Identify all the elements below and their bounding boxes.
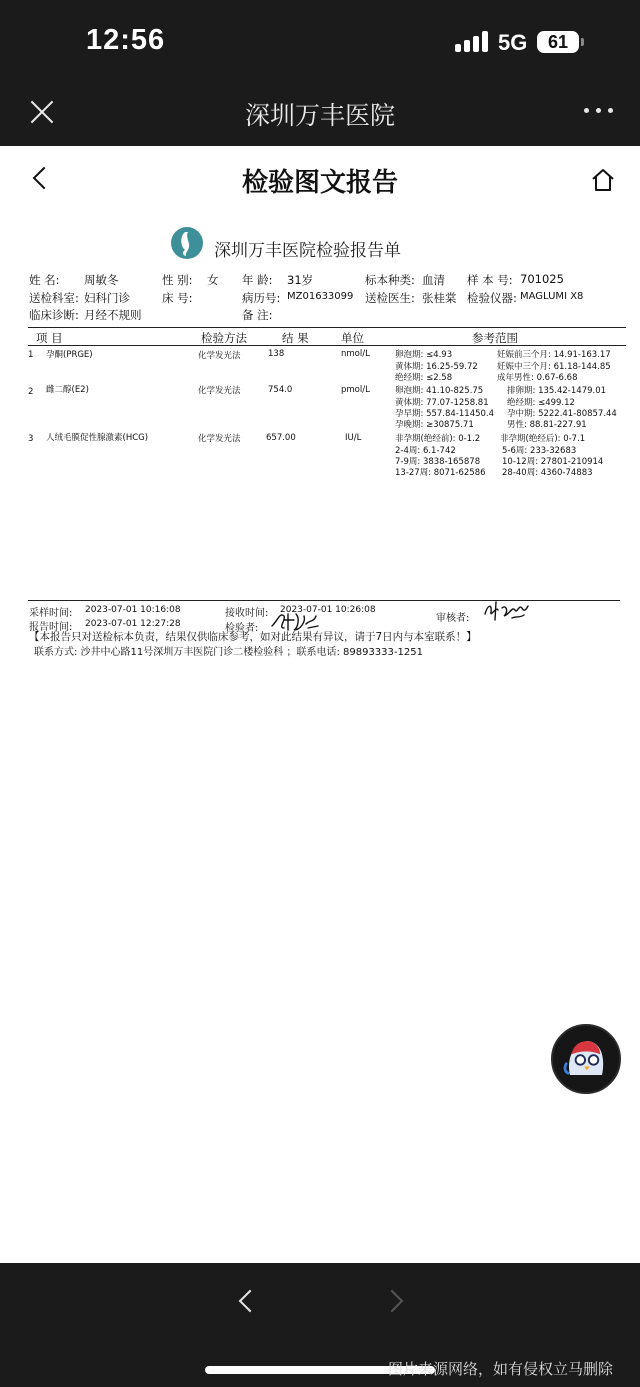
table-top-line [28, 327, 626, 328]
patient-age: 31岁 [287, 273, 314, 287]
ref-line: 28-40周: 4360-74883 [502, 468, 593, 478]
instrument-label: 检验仪器: [467, 291, 517, 305]
row-unit: IU/L [345, 433, 362, 443]
age-label: 年 龄: [242, 273, 273, 287]
row-unit: pmol/L [341, 385, 370, 395]
sample-no-label: 样 本 号: [467, 273, 513, 287]
patient-sex: 女 [207, 273, 219, 287]
ref-line: 黄体期: 16.25-59.72 [395, 362, 478, 372]
report-notice: 【本报告只对送检标本负责，结果仅供临床参考，如对此结果有异议，请于7日内与本室联系！】 [29, 631, 477, 643]
row-item: 孕酮(PRGE) [46, 350, 93, 360]
ref-line: 非孕期(绝经前): 0-1.2 [395, 434, 481, 444]
report-time-label: 报告时间: [29, 622, 73, 633]
ref-line: 10-12周: 27801-210914 [502, 457, 604, 467]
ref-line: 非孕期(绝经后): 0-7.1 [500, 434, 586, 444]
specimen-type: 血清 [422, 273, 445, 287]
penguin-icon [553, 1026, 619, 1092]
ref-line: 孕早期: 557.84-11450.4 [395, 409, 495, 419]
row-result: 138 [268, 349, 285, 359]
footer-line [28, 600, 620, 601]
col-item: 项 目 [36, 331, 63, 345]
col-result: 结 果 [282, 331, 309, 345]
receive-time: 2023-07-01 10:26:08 [280, 605, 376, 615]
ref-line: 成年男性: 0.67-6.68 [497, 373, 578, 383]
ref-line: 2-4周: 6.1-742 [395, 446, 456, 456]
sex-label: 性 别: [162, 273, 193, 287]
record-no: MZ01633099 [287, 291, 354, 302]
report-time: 2023-07-01 12:27:28 [85, 619, 181, 629]
mini-program-navbar [0, 88, 640, 146]
row-no: 1 [28, 350, 34, 360]
ref-line: 妊娠前三个月: 14.91-163.17 [497, 350, 611, 360]
receive-label: 接收时间: [225, 608, 269, 619]
ref-line: 绝经期: ≤2.58 [395, 373, 453, 383]
row-method: 化学发光法 [198, 434, 241, 444]
back-icon[interactable] [236, 1287, 256, 1317]
row-method: 化学发光法 [198, 351, 241, 361]
col-method: 检验方法 [201, 331, 247, 345]
row-no: 2 [28, 387, 34, 397]
bed-label: 床 号: [162, 291, 193, 305]
ref-line: 卵泡期: 41.10-825.75 [395, 386, 484, 396]
contact-info: 联系方式: 沙井中心路11号深圳万丰医院门诊二楼检验科 ；联系电话: 89893333-1251 [34, 647, 423, 658]
home-icon[interactable] [591, 168, 615, 192]
bottom-toolbar [0, 1263, 640, 1387]
sample-no: 701025 [520, 272, 564, 286]
ref-line: 排卵期: 135.42-1479.01 [507, 386, 607, 396]
ref-line: 绝经期: ≤499.12 [507, 398, 575, 408]
row-unit: nmol/L [341, 349, 370, 359]
remark-label: 备 注: [242, 308, 273, 322]
report-page [0, 146, 640, 1263]
network-type: 5G [498, 30, 528, 55]
record-no-label: 病历号: [242, 291, 281, 305]
dept: 妇科门诊 [84, 291, 130, 305]
row-no: 3 [28, 434, 34, 444]
collect-label: 采样时间: [29, 608, 73, 619]
specimen-type-label: 标本种类: [365, 273, 415, 287]
dept-label: 送检科室: [29, 291, 79, 305]
ref-line: 妊娠中三个月: 61.18-144.85 [497, 362, 611, 372]
diagnosis-label: 临床诊断: [29, 308, 79, 322]
hospital-logo [170, 226, 204, 260]
reviewer-label: 审核者: [436, 613, 470, 624]
ref-line: 孕中期: 5222.41-80857.44 [507, 409, 617, 419]
ref-line: 7-9周: 3838-165878 [395, 457, 481, 467]
ref-line: 男性: 88.81-227.91 [507, 420, 587, 430]
forward-icon[interactable] [384, 1287, 404, 1317]
diagnosis: 月经不规则 [84, 308, 142, 322]
status-bar [0, 0, 640, 88]
page-title: 检验图文报告 [241, 168, 398, 198]
status-time: 12:56 [86, 24, 166, 56]
row-method: 化学发光法 [198, 386, 241, 396]
row-result: 657.00 [266, 433, 296, 443]
col-reference: 参考范围 [472, 331, 518, 345]
ref-line: 黄体期: 77.07-1258.81 [395, 398, 489, 408]
tester-label: 检验者: [225, 623, 259, 634]
battery-tip [581, 38, 584, 46]
assistant-bubble[interactable] [551, 1024, 621, 1094]
watermark-text: 图片来源网络，如有侵权立马删除 [388, 1360, 614, 1378]
more-icon[interactable] [584, 108, 614, 116]
app-title: 深圳万丰医院 [244, 101, 395, 130]
patient-name: 周敏冬 [84, 273, 119, 287]
ref-line: 13-27周: 8071-62586 [395, 468, 486, 478]
row-result: 754.0 [268, 385, 293, 395]
battery-icon: 61 [537, 31, 579, 53]
collect-time: 2023-07-01 10:16:08 [85, 605, 181, 615]
row-item: 雌二醇(E2) [46, 385, 89, 395]
row-item: 人绒毛膜促性腺激素(HCG) [46, 433, 149, 443]
signal-icon [455, 30, 489, 52]
col-unit: 单位 [341, 331, 364, 345]
doctor: 张桂棠 [422, 291, 457, 305]
instrument: MAGLUMI X8 [520, 291, 584, 302]
name-label: 姓 名: [29, 273, 60, 287]
reviewer-signature [482, 598, 530, 624]
table-header-line [28, 345, 626, 346]
ref-line: 5-6周: 233-32683 [502, 446, 577, 456]
ref-line: 孕晚期: ≥30875.71 [395, 420, 474, 430]
ref-line: 卵泡期: ≤4.93 [395, 350, 453, 360]
report-title: 深圳万丰医院检验报告单 [214, 241, 401, 261]
doctor-label: 送检医生: [365, 291, 415, 305]
